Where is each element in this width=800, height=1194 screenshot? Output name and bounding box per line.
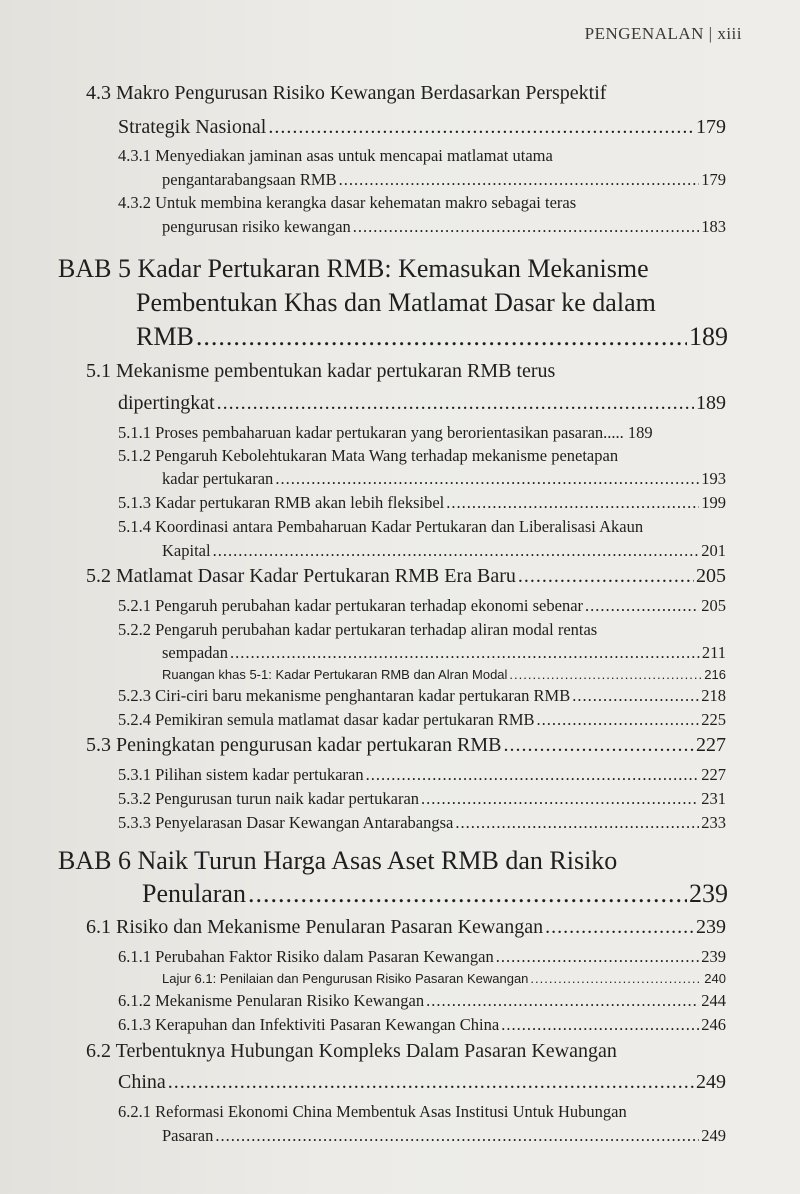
page-number: 205 — [696, 565, 726, 587]
toc-title: 5.3 Peningkatan pengurusan kadar pertukaran RMB — [86, 734, 502, 756]
toc-title: dipertingkat — [118, 392, 215, 414]
toc-entry-6-1-1[interactable] — [118, 947, 726, 967]
toc-title: 6.1.3 Kerapuhan dan Infektiviti Pasaran Kewangan China — [118, 1015, 500, 1034]
toc-title: kadar pertukaran — [162, 469, 274, 488]
page-number: 205 — [701, 596, 726, 615]
page-number: 193 — [701, 469, 726, 488]
toc-title: RMB — [136, 322, 194, 351]
toc-title: 6.1 Risiko dan Mekanisme Penularan Pasaran Kewangan — [86, 916, 544, 938]
page-number: 179 — [696, 116, 726, 138]
toc-title: Strategik Nasional — [118, 116, 267, 138]
page-number: 218 — [701, 686, 726, 705]
toc-entry-5-1-1[interactable] — [118, 423, 726, 443]
toc-box-6-1[interactable] — [162, 971, 726, 986]
toc-entry-6-2-1[interactable] — [162, 1126, 726, 1146]
toc-entry-4-3-1[interactable] — [162, 170, 726, 190]
toc-entry-5-3-3[interactable] — [118, 813, 726, 833]
toc-entry-6-2-1-line1: 6.2.1 Reformasi Ekonomi China Membentuk Asas Institusi Untuk Hubungan — [118, 1102, 627, 1121]
toc-entry-5-2-4[interactable] — [118, 710, 726, 730]
toc-title: Penularan — [142, 879, 246, 908]
toc-title: 6.1.2 Mekanisme Penularan Risiko Kewangan — [118, 991, 425, 1010]
toc-entry-5-3-2[interactable] — [118, 789, 726, 809]
toc-title: sempadan — [162, 643, 228, 662]
toc-title: 5.2.3 Ciri-ciri baru mekanisme penghantaran kadar pertukaran RMB — [118, 686, 571, 705]
toc-entry-6-2-line1: 6.2 Terbentuknya Hubungan Kompleks Dalam Pasaran Kewangan — [86, 1040, 617, 1062]
toc-title: Ruangan khas 5-1: Kadar Pertukaran RMB dan Alran Modal — [162, 667, 508, 682]
toc-title: 5.1.3 Kadar pertukaran RMB akan lebih fleksibel — [118, 493, 445, 512]
toc-entry-5-1[interactable] — [118, 392, 726, 415]
toc-entry-5-1-2[interactable] — [162, 469, 726, 489]
toc-chapter-5[interactable] — [136, 322, 728, 352]
page-number: 239 — [696, 916, 726, 938]
toc-box-5-1[interactable] — [162, 667, 726, 682]
toc-entry-4-3-2[interactable] — [162, 217, 726, 237]
page-number: 249 — [701, 1126, 726, 1145]
toc-entry-5-1-line1: 5.1 Mekanisme pembentukan kadar pertukaran RMB terus — [86, 360, 556, 382]
page-number: 216 — [704, 667, 726, 682]
toc-title: 5.2 Matlamat Dasar Kadar Pertukaran RMB Era Baru — [86, 565, 516, 587]
page-number: 189 — [627, 423, 653, 442]
page-number: 201 — [701, 541, 726, 560]
page-number: 225 — [701, 710, 726, 729]
running-header: PENGENALAN | xiii — [584, 24, 742, 43]
toc-title: 5.2.4 Pemikiran semula matlamat dasar kadar pertukaran RMB — [118, 710, 535, 729]
toc-entry-4-3-2-line1: 4.3.2 Untuk membina kerangka dasar kehematan makro sebagai teras — [118, 193, 577, 212]
toc-entry-6-2[interactable] — [118, 1071, 726, 1094]
page-number: 189 — [689, 322, 728, 351]
toc-entry-5-1-2-line1: 5.1.2 Pengaruh Kebolehtukaran Mata Wang terhadap mekanisme penetapan — [118, 446, 619, 465]
toc-title: Lajur 6.1: Penilaian dan Pengurusan Risiko Pasaran Kewangan — [162, 971, 529, 986]
toc-title: 5.2.1 Pengaruh perubahan kadar pertukaran terhadap ekonomi sebenar — [118, 596, 584, 615]
toc-title: pengantarabangsaan RMB — [162, 170, 337, 189]
toc-title: 5.3.1 Pilihan sistem kadar pertukaran — [118, 765, 364, 784]
toc-title: 6.1.1 Perubahan Faktor Risiko dalam Pasaran Kewangan — [118, 947, 494, 966]
chapter-5-line2: Pembentukan Khas dan Matlamat Dasar ke dalam — [136, 288, 656, 317]
toc-entry-5-2-2-line1: 5.2.2 Pengaruh perubahan kadar pertukaran terhadap aliran modal rentas — [118, 620, 598, 639]
page-number: 249 — [696, 1071, 726, 1093]
toc-entry-5-2-3[interactable] — [118, 686, 726, 706]
page-number: 233 — [701, 813, 726, 832]
page-number: 183 — [701, 217, 726, 236]
chapter-6-line1: BAB 6 Naik Turun Harga Asas Aset RMB dan Risiko — [58, 846, 618, 875]
toc-entry-4-3-line1: 4.3 Makro Pengurusan Risiko Kewangan Berdasarkan Perspektif — [86, 82, 607, 104]
toc-entry-5-1-4[interactable] — [162, 541, 726, 561]
page-number: 227 — [696, 734, 726, 756]
page-number: 246 — [701, 1015, 726, 1034]
toc-entry-5-3-1[interactable] — [118, 765, 726, 785]
toc-entry-5-3[interactable] — [86, 734, 726, 757]
page-number: 240 — [704, 971, 726, 986]
toc-title: China — [118, 1071, 166, 1093]
page-number: 189 — [696, 392, 726, 414]
toc-entry-6-1[interactable] — [86, 916, 726, 939]
toc-entry-4-3-1-line1: 4.3.1 Menyediakan jaminan asas untuk mencapai matlamat utama — [118, 146, 553, 165]
page-number: 231 — [701, 789, 726, 808]
toc-entry-5-2[interactable] — [86, 565, 726, 588]
toc-entry-5-1-3[interactable] — [118, 493, 726, 513]
toc-chapter-6[interactable] — [142, 879, 728, 909]
toc-title: 5.3.2 Pengurusan turun naik kadar pertukaran — [118, 789, 420, 808]
toc-entry-6-1-3[interactable] — [118, 1015, 726, 1035]
toc-entry-5-2-2[interactable] — [162, 643, 726, 663]
toc-entry-5-2-1[interactable] — [118, 596, 726, 616]
page-number: 211 — [701, 643, 726, 662]
chapter-5-line1: BAB 5 Kadar Pertukaran RMB: Kemasukan Mekanisme — [58, 254, 649, 283]
page-number: 244 — [701, 991, 726, 1010]
toc-title: Kapital — [162, 541, 211, 560]
toc-entry-6-1-2[interactable] — [118, 991, 726, 1011]
page-number: 239 — [689, 879, 728, 908]
page-number: 179 — [701, 170, 726, 189]
toc-title: 5.1.1 Proses pembaharuan kadar pertukaran yang berorientasikan pasaran..... — [118, 423, 624, 442]
page-number: 199 — [701, 493, 726, 512]
toc-title: pengurusan risiko kewangan — [162, 217, 351, 236]
toc-title: Pasaran — [162, 1126, 214, 1145]
toc-entry-4-3[interactable] — [118, 116, 726, 139]
page-number: 239 — [701, 947, 726, 966]
toc-entry-5-1-4-line1: 5.1.4 Koordinasi antara Pembaharuan Kadar Pertukaran dan Liberalisasi Akaun — [118, 517, 644, 536]
page-number: 227 — [701, 765, 726, 784]
toc-title: 5.3.3 Penyelarasan Dasar Kewangan Antarabangsa — [118, 813, 454, 832]
